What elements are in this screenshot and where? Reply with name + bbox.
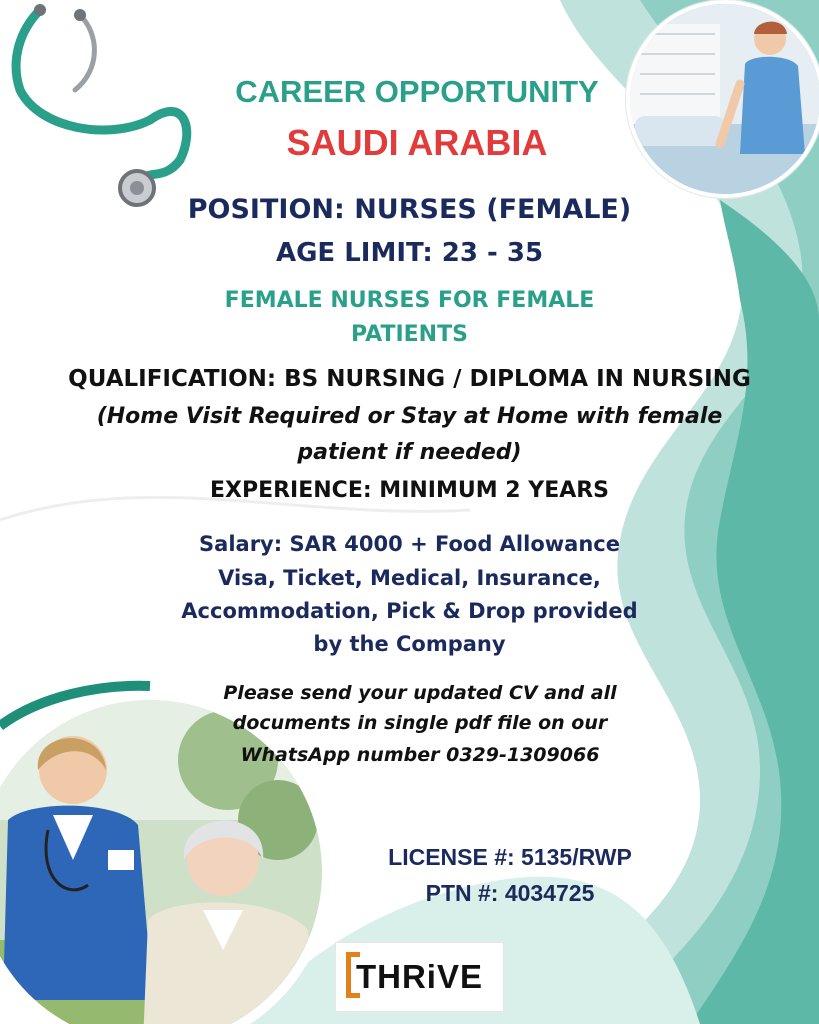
benefits-line-3: Accommodation, Pick & Drop provided — [181, 599, 638, 623]
license-text: LICENSE #: 5135/RWP — [388, 844, 632, 870]
note-line-1: (Home Visit Required or Stay at Home with female — [96, 404, 723, 429]
thrive-logo — [335, 942, 504, 1012]
benefits-line-4: by the Company — [313, 632, 506, 656]
accent-arc — [0, 676, 170, 736]
benefits-line-1: Salary: SAR 4000 + Food Allowance — [199, 532, 620, 556]
career-opportunity-heading: CAREER OPPORTUNITY — [235, 74, 599, 109]
position-text: POSITION: NURSES (FEMALE) — [187, 194, 632, 225]
logo-bracket-accent — [346, 952, 360, 998]
note-line-2: patient if needed) — [297, 440, 522, 465]
country-heading: SAUDI ARABIA — [286, 122, 548, 163]
logo-text: THRiVE — [355, 958, 483, 995]
focus-line-1: FEMALE NURSES FOR FEMALE — [224, 288, 595, 313]
nurse-bed-photo — [626, 0, 819, 198]
apply-line-3: WhatsApp number 0329-1309066 — [240, 744, 600, 766]
apply-line-2: documents in single pdf file on our — [232, 712, 608, 734]
experience-text: EXPERIENCE: MINIMUM 2 YEARS — [209, 478, 610, 503]
stethoscope-icon — [0, 0, 220, 215]
ptn-text: PTN #: 4034725 — [425, 880, 595, 906]
apply-line-1: Please send your updated CV and all — [223, 682, 617, 704]
age-limit-text: AGE LIMIT: 23 - 35 — [275, 238, 544, 268]
focus-line-2: PATIENTS — [351, 322, 468, 347]
benefits-line-2: Visa, Ticket, Medical, Insurance, — [218, 566, 601, 590]
qualification-text: QUALIFICATION: BS NURSING / DIPLOMA IN NURSING — [68, 366, 751, 392]
